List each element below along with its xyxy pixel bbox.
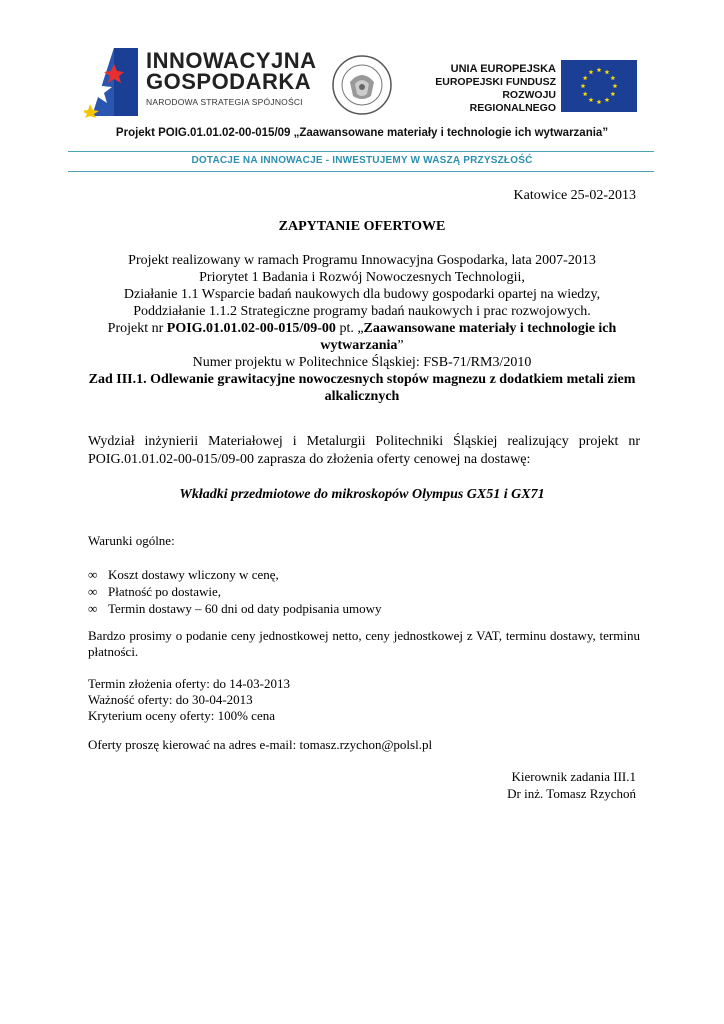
ig-logo-icon [84,46,142,118]
condition-text: Płatność po dostawie, [108,584,222,599]
slogan: DOTACJE NA INNOWACJE - INWESTUJEMY W WASZĄ PRZYSZŁOŚĆ [191,155,533,166]
intro-line: Priorytet 1 Badania i Rozwój Nowoczesnych Technologii, [199,270,525,285]
university-seal-icon [331,54,393,116]
header-divider-top [68,151,654,152]
project-nr-mid: pt. „ [335,321,364,336]
order-subject: Wkładki przedmiotowe do mikroskopów Olympus GX51 i GX71 [179,487,545,502]
intro-line: Poddziałanie 1.1.2 Strategiczne programy badań naukowych i prac rozwojowych. [133,304,591,319]
task-title: Zad III.1. Odlewanie grawitacyjne nowoczesnych stopów magnezu z dodatkiem metali ziem alkalicznych [88,372,636,404]
ig-logo-line1: INNOWACYJNA [146,48,317,73]
project-title: Zaawansowane materiały i technologie ich wytwarzania [320,321,617,353]
bullet-icon: ∞ [88,601,98,616]
signature-name: Dr inż. Tomasz Rzychoń [507,786,636,801]
contact-line: Oferty proszę kierować na adres e-mail: tomasz.rzychon@polsl.pl [88,737,433,752]
polsl-number: Numer projektu w Politechnice Śląskiej: FSB-71/RM3/2010 [192,355,532,370]
conditions-list [88,566,382,617]
term-line: Termin złożenia oferty: do 14-03-2013 [88,676,290,691]
signature-role: Kierownik zadania III.1 [511,769,636,784]
intro-line: Działanie 1.1 Wsparcie badań naukowych dla budowy gospodarki opartej na wiedzy, [123,287,601,302]
project-info-block [84,252,640,405]
ig-logo-line3: NARODOWA STRATEGIA SPÓJNOŚCI [146,97,303,107]
bullet-icon: ∞ [88,584,98,599]
list-item [88,583,382,600]
ig-logo-line2: GOSPODARKA [146,69,312,94]
project-number-line [84,320,640,354]
eu-logo-line3: ROZWOJU REGIONALNEGO [469,89,556,114]
invitation-paragraph: Wydział inżynierii Materiałowej i Metalurgii Politechniki Śląskiej realizujący projekt nr POIG.01.01.02-00-015/09-00 zaprasza do złożenia oferty cenowej na dostawę: [88,434,640,467]
project-title-end: ” [397,338,404,353]
document-title: ZAPYTANIE OFERTOWE [278,219,446,234]
condition-text: Termin dostawy – 60 dni od daty podpisania umowy [108,601,382,616]
bullet-icon: ∞ [88,567,98,582]
signature-block [507,768,636,802]
project-header-line: Projekt POIG.01.01.02-00-015/09 „Zaawansowane materiały i technologie ich wytwarzania” [115,127,609,139]
terms-block [88,676,640,724]
document-date: Katowice 25-02-2013 [513,188,636,203]
request-paragraph: Bardzo prosimy o podanie ceny jednostkowej netto, ceny jednostkowej z VAT, terminu dostawy, terminu płatności. [88,628,640,659]
list-item [88,566,382,583]
conditions-label: Warunki ogólne: [88,533,175,548]
header-divider-bottom [68,171,654,172]
eu-logo-line1: UNIA EUROPEJSKA [450,63,556,75]
term-line: Kryterium oceny oferty: 100% cena [88,708,275,723]
intro-line: Projekt realizowany w ramach Programu Innowacyjna Gospodarka, lata 2007-2013 [128,253,596,268]
eu-flag-icon [561,60,637,112]
list-item [88,600,382,617]
innowacyjna-gospodarka-logo [84,46,330,118]
project-nr: POIG.01.01.02-00-015/09-00 [166,321,336,336]
eu-logo-line2: EUROPEJSKI FUNDUSZ [435,76,556,88]
project-nr-prefix: Projekt nr [107,321,167,336]
condition-text: Koszt dostawy wliczony w cenę, [108,567,279,582]
eu-logo-text [420,63,556,115]
term-line: Ważność oferty: do 30-04-2013 [88,692,253,707]
